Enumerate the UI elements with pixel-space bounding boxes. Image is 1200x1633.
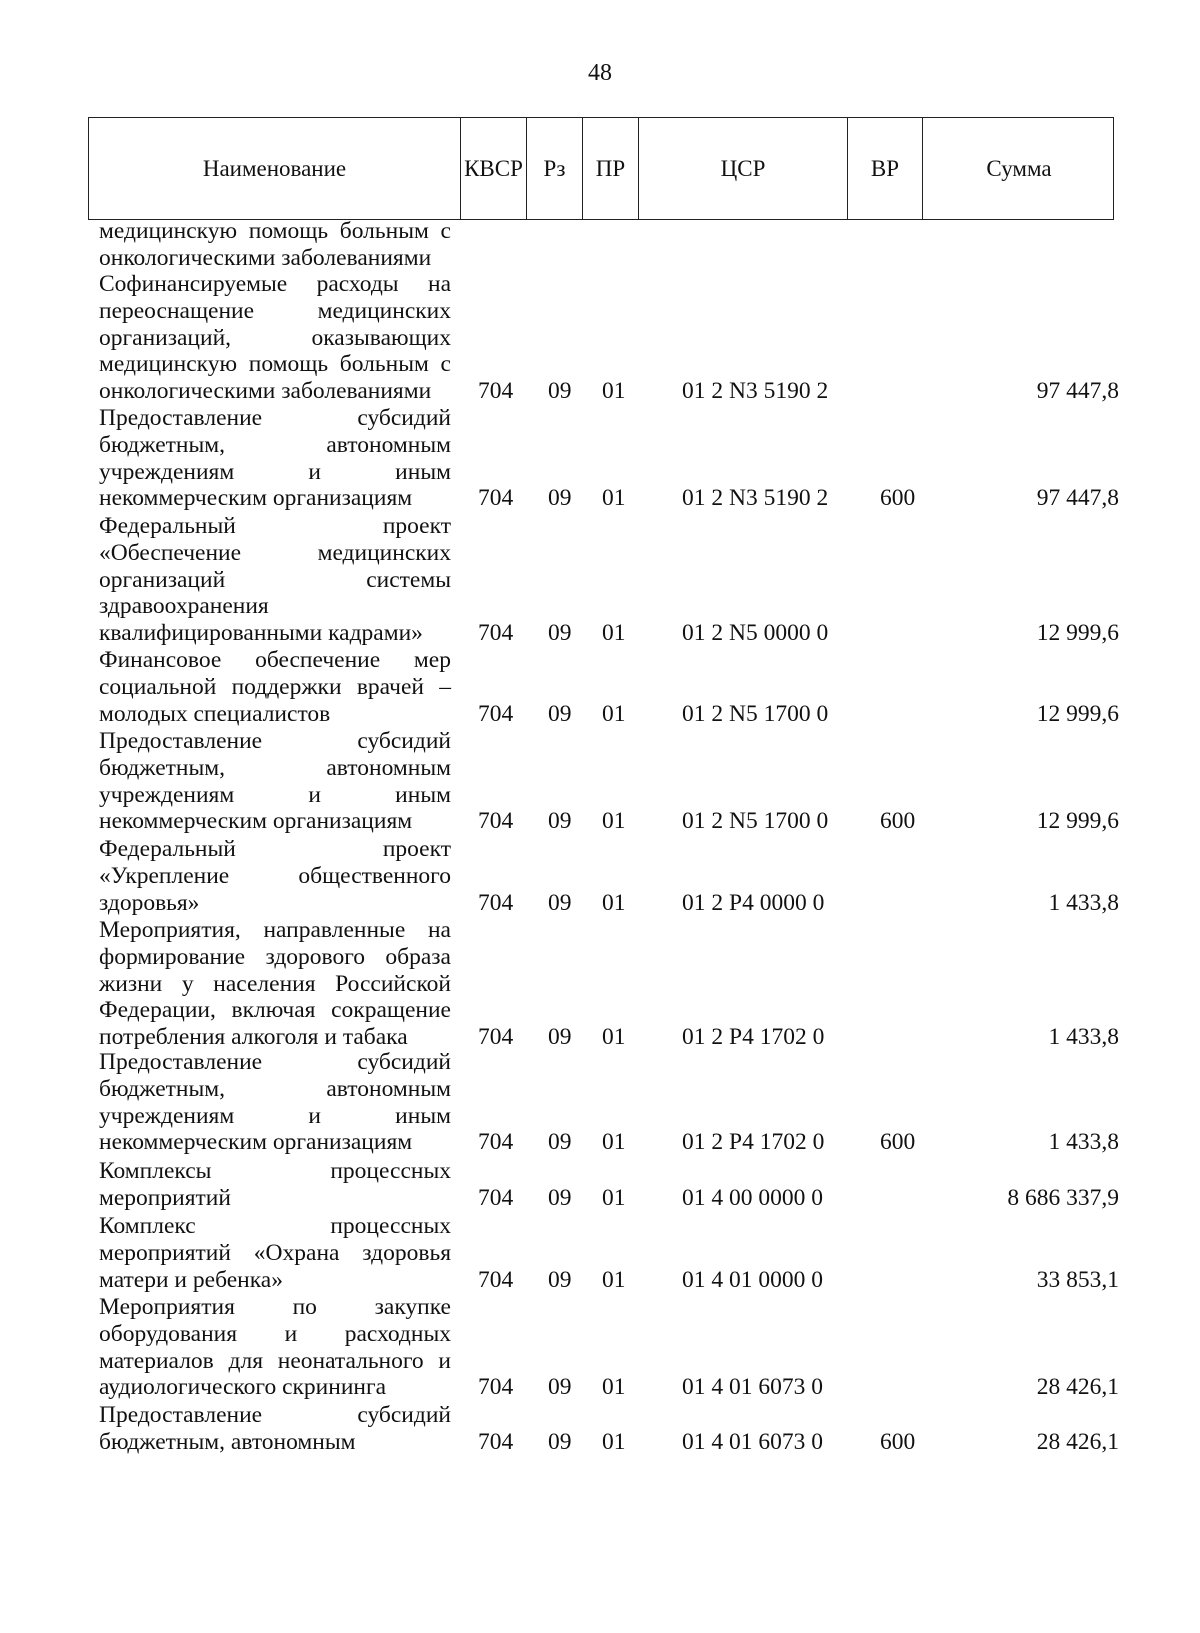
row-pr: 01 bbox=[602, 889, 626, 916]
row-kvsr: 704 bbox=[478, 889, 514, 916]
row-kvsr: 704 bbox=[478, 808, 514, 835]
row-vr: 600 bbox=[880, 1129, 916, 1156]
row-pr: 01 bbox=[602, 700, 626, 727]
table-header bbox=[88, 117, 1114, 220]
row-rz: 09 bbox=[548, 700, 572, 727]
row-pr: 01 bbox=[602, 808, 626, 835]
row-rz: 09 bbox=[548, 1129, 572, 1156]
row-kvsr: 704 bbox=[478, 1428, 514, 1455]
row-name-line: некоммерческим организациям bbox=[99, 808, 413, 835]
row-kvsr: 704 bbox=[478, 620, 514, 647]
row-name-line: медицинскую помощь больным с bbox=[99, 351, 451, 378]
row-csr: 01 2 P4 0000 0 bbox=[682, 889, 825, 916]
row-name-line: некоммерческим организациям bbox=[99, 485, 413, 512]
row-rz: 09 bbox=[548, 1266, 572, 1293]
row-name bbox=[99, 218, 451, 272]
row-name-line: оборудования и расходных bbox=[99, 1320, 451, 1347]
row-name-line: Мероприятия по закупке bbox=[99, 1294, 451, 1320]
row-name-line: формирование здорового образа bbox=[99, 943, 451, 970]
row-name-line: материалов для неонатального и bbox=[99, 1347, 451, 1374]
row-csr: 01 2 P4 1702 0 bbox=[682, 1129, 825, 1156]
row-sum: 12 999,6 bbox=[1036, 700, 1119, 727]
row-name-line: молодых специалистов bbox=[99, 700, 331, 727]
row-name-line: квалифицированными кадрами» bbox=[99, 620, 423, 647]
row-name bbox=[99, 1049, 451, 1156]
row-sum: 12 999,6 bbox=[1036, 620, 1119, 647]
header-vr: ВР bbox=[848, 118, 923, 219]
row-pr: 01 bbox=[602, 485, 626, 512]
row-kvsr: 704 bbox=[478, 700, 514, 727]
row-csr: 01 4 01 6073 0 bbox=[682, 1374, 823, 1401]
row-rz: 09 bbox=[548, 1024, 572, 1051]
row-pr: 01 bbox=[602, 1184, 626, 1211]
row-name-line: бюджетным, автономным bbox=[99, 1075, 451, 1102]
row-sum: 12 999,6 bbox=[1036, 808, 1119, 835]
row-kvsr: 704 bbox=[478, 1266, 514, 1293]
row-rz: 09 bbox=[548, 485, 572, 512]
row-name-line: аудиологического скрининга bbox=[99, 1374, 387, 1401]
row-name-line: матери и ребенка» bbox=[99, 1266, 283, 1293]
row-name bbox=[99, 271, 451, 405]
row-kvsr: 704 bbox=[478, 1184, 514, 1211]
row-name-line: организаций системы bbox=[99, 566, 451, 593]
row-pr: 01 bbox=[602, 1428, 626, 1455]
row-name-line: здоровья» bbox=[99, 889, 200, 916]
row-pr: 01 bbox=[602, 1266, 626, 1293]
row-name bbox=[99, 1402, 451, 1456]
row-name-line: здравоохранения bbox=[99, 593, 269, 620]
row-name-line: переоснащение медицинских bbox=[99, 297, 451, 324]
row-vr: 600 bbox=[880, 808, 916, 835]
row-csr: 01 4 01 0000 0 bbox=[682, 1266, 823, 1293]
row-name-line: Предоставление субсидий bbox=[99, 728, 451, 754]
row-name-line: «Укрепление общественного bbox=[99, 862, 451, 889]
row-name-line: Федеральный проект bbox=[99, 513, 451, 539]
row-sum: 1 433,8 bbox=[1048, 889, 1119, 916]
row-kvsr: 704 bbox=[478, 485, 514, 512]
row-sum: 8 686 337,9 bbox=[1007, 1184, 1119, 1211]
row-csr: 01 2 N3 5190 2 bbox=[682, 485, 829, 512]
row-name-line: Финансовое обеспечение мер bbox=[99, 647, 451, 673]
row-name-line: Предоставление субсидий bbox=[99, 1049, 451, 1075]
row-csr: 01 2 P4 1702 0 bbox=[682, 1024, 825, 1051]
row-kvsr: 704 bbox=[478, 1024, 514, 1051]
row-name-line: Предоставление субсидий bbox=[99, 405, 451, 431]
row-name-line: бюджетным, автономным bbox=[99, 1428, 356, 1455]
row-rz: 09 bbox=[548, 1184, 572, 1211]
row-csr: 01 2 N5 1700 0 bbox=[682, 808, 829, 835]
row-name-line: учреждениям и иным bbox=[99, 1102, 451, 1129]
header-kvsr: КВСР bbox=[461, 118, 527, 219]
row-csr: 01 4 01 6073 0 bbox=[682, 1428, 823, 1455]
row-name-line: Мероприятия, направленные на bbox=[99, 917, 451, 943]
row-name-line: Предоставление субсидий bbox=[99, 1402, 451, 1428]
row-sum: 1 433,8 bbox=[1048, 1024, 1119, 1051]
row-name-line: организаций, оказывающих bbox=[99, 324, 451, 351]
row-name-line: мероприятий «Охрана здоровья bbox=[99, 1239, 451, 1266]
row-sum: 97 447,8 bbox=[1036, 378, 1119, 405]
row-kvsr: 704 bbox=[478, 1129, 514, 1156]
row-name bbox=[99, 1213, 451, 1293]
header-rz: Рз bbox=[527, 118, 583, 219]
row-kvsr: 704 bbox=[478, 1374, 514, 1401]
row-sum: 97 447,8 bbox=[1036, 485, 1119, 512]
row-name-line: бюджетным, автономным bbox=[99, 431, 451, 458]
row-name bbox=[99, 405, 451, 512]
row-name-line: учреждениям и иным bbox=[99, 781, 451, 808]
row-name-line: учреждениям и иным bbox=[99, 458, 451, 485]
row-name-line: социальной поддержки врачей – bbox=[99, 673, 451, 700]
row-pr: 01 bbox=[602, 1374, 626, 1401]
row-name bbox=[99, 917, 451, 1051]
row-name-line: некоммерческим организациям bbox=[99, 1129, 413, 1156]
header-csr: ЦСР bbox=[639, 118, 848, 219]
row-vr: 600 bbox=[880, 1428, 916, 1455]
row-vr: 600 bbox=[880, 485, 916, 512]
row-sum: 33 853,1 bbox=[1036, 1266, 1119, 1293]
row-name-line: Федеральный проект bbox=[99, 836, 451, 862]
row-pr: 01 bbox=[602, 620, 626, 647]
header-sum: Сумма bbox=[986, 155, 1052, 181]
row-csr: 01 4 00 0000 0 bbox=[682, 1184, 823, 1211]
row-name-line: Софинансируемые расходы на bbox=[99, 271, 451, 297]
row-name-line: онкологическими заболеваниями bbox=[99, 244, 432, 271]
row-name-line: жизни у населения Российской bbox=[99, 970, 451, 997]
row-rz: 09 bbox=[548, 889, 572, 916]
row-kvsr: 704 bbox=[478, 378, 514, 405]
row-sum: 28 426,1 bbox=[1036, 1374, 1119, 1401]
row-name-line: «Обеспечение медицинских bbox=[99, 539, 451, 566]
header-pr: ПР bbox=[583, 118, 639, 219]
row-rz: 09 bbox=[548, 1428, 572, 1455]
row-pr: 01 bbox=[602, 1129, 626, 1156]
row-name-line: Комплексы процессных bbox=[99, 1158, 451, 1184]
row-rz: 09 bbox=[548, 1374, 572, 1401]
row-pr: 01 bbox=[602, 1024, 626, 1051]
row-rz: 09 bbox=[548, 620, 572, 647]
row-name bbox=[99, 1158, 451, 1212]
row-name-line: бюджетным, автономным bbox=[99, 754, 451, 781]
row-name-line: медицинскую помощь больным с bbox=[99, 218, 451, 244]
row-name bbox=[99, 728, 451, 835]
row-rz: 09 bbox=[548, 808, 572, 835]
row-rz: 09 bbox=[548, 378, 572, 405]
row-sum: 28 426,1 bbox=[1036, 1428, 1119, 1455]
page-number: 48 bbox=[588, 60, 612, 86]
row-name-line: Федерации, включая сокращение bbox=[99, 997, 451, 1024]
row-pr: 01 bbox=[602, 378, 626, 405]
row-csr: 01 2 N3 5190 2 bbox=[682, 378, 829, 405]
header-name: Наименование bbox=[89, 118, 461, 219]
row-name bbox=[99, 513, 451, 647]
row-name bbox=[99, 836, 451, 916]
row-sum: 1 433,8 bbox=[1048, 1129, 1119, 1156]
row-name bbox=[99, 647, 451, 727]
row-name-line: Комплекс процессных bbox=[99, 1213, 451, 1239]
row-name-line: мероприятий bbox=[99, 1184, 231, 1211]
row-name-line: онкологическими заболеваниями bbox=[99, 378, 432, 405]
row-name bbox=[99, 1294, 451, 1401]
row-csr: 01 2 N5 0000 0 bbox=[682, 620, 829, 647]
row-name-line: потребления алкоголя и табака bbox=[99, 1024, 408, 1051]
row-csr: 01 2 N5 1700 0 bbox=[682, 700, 829, 727]
